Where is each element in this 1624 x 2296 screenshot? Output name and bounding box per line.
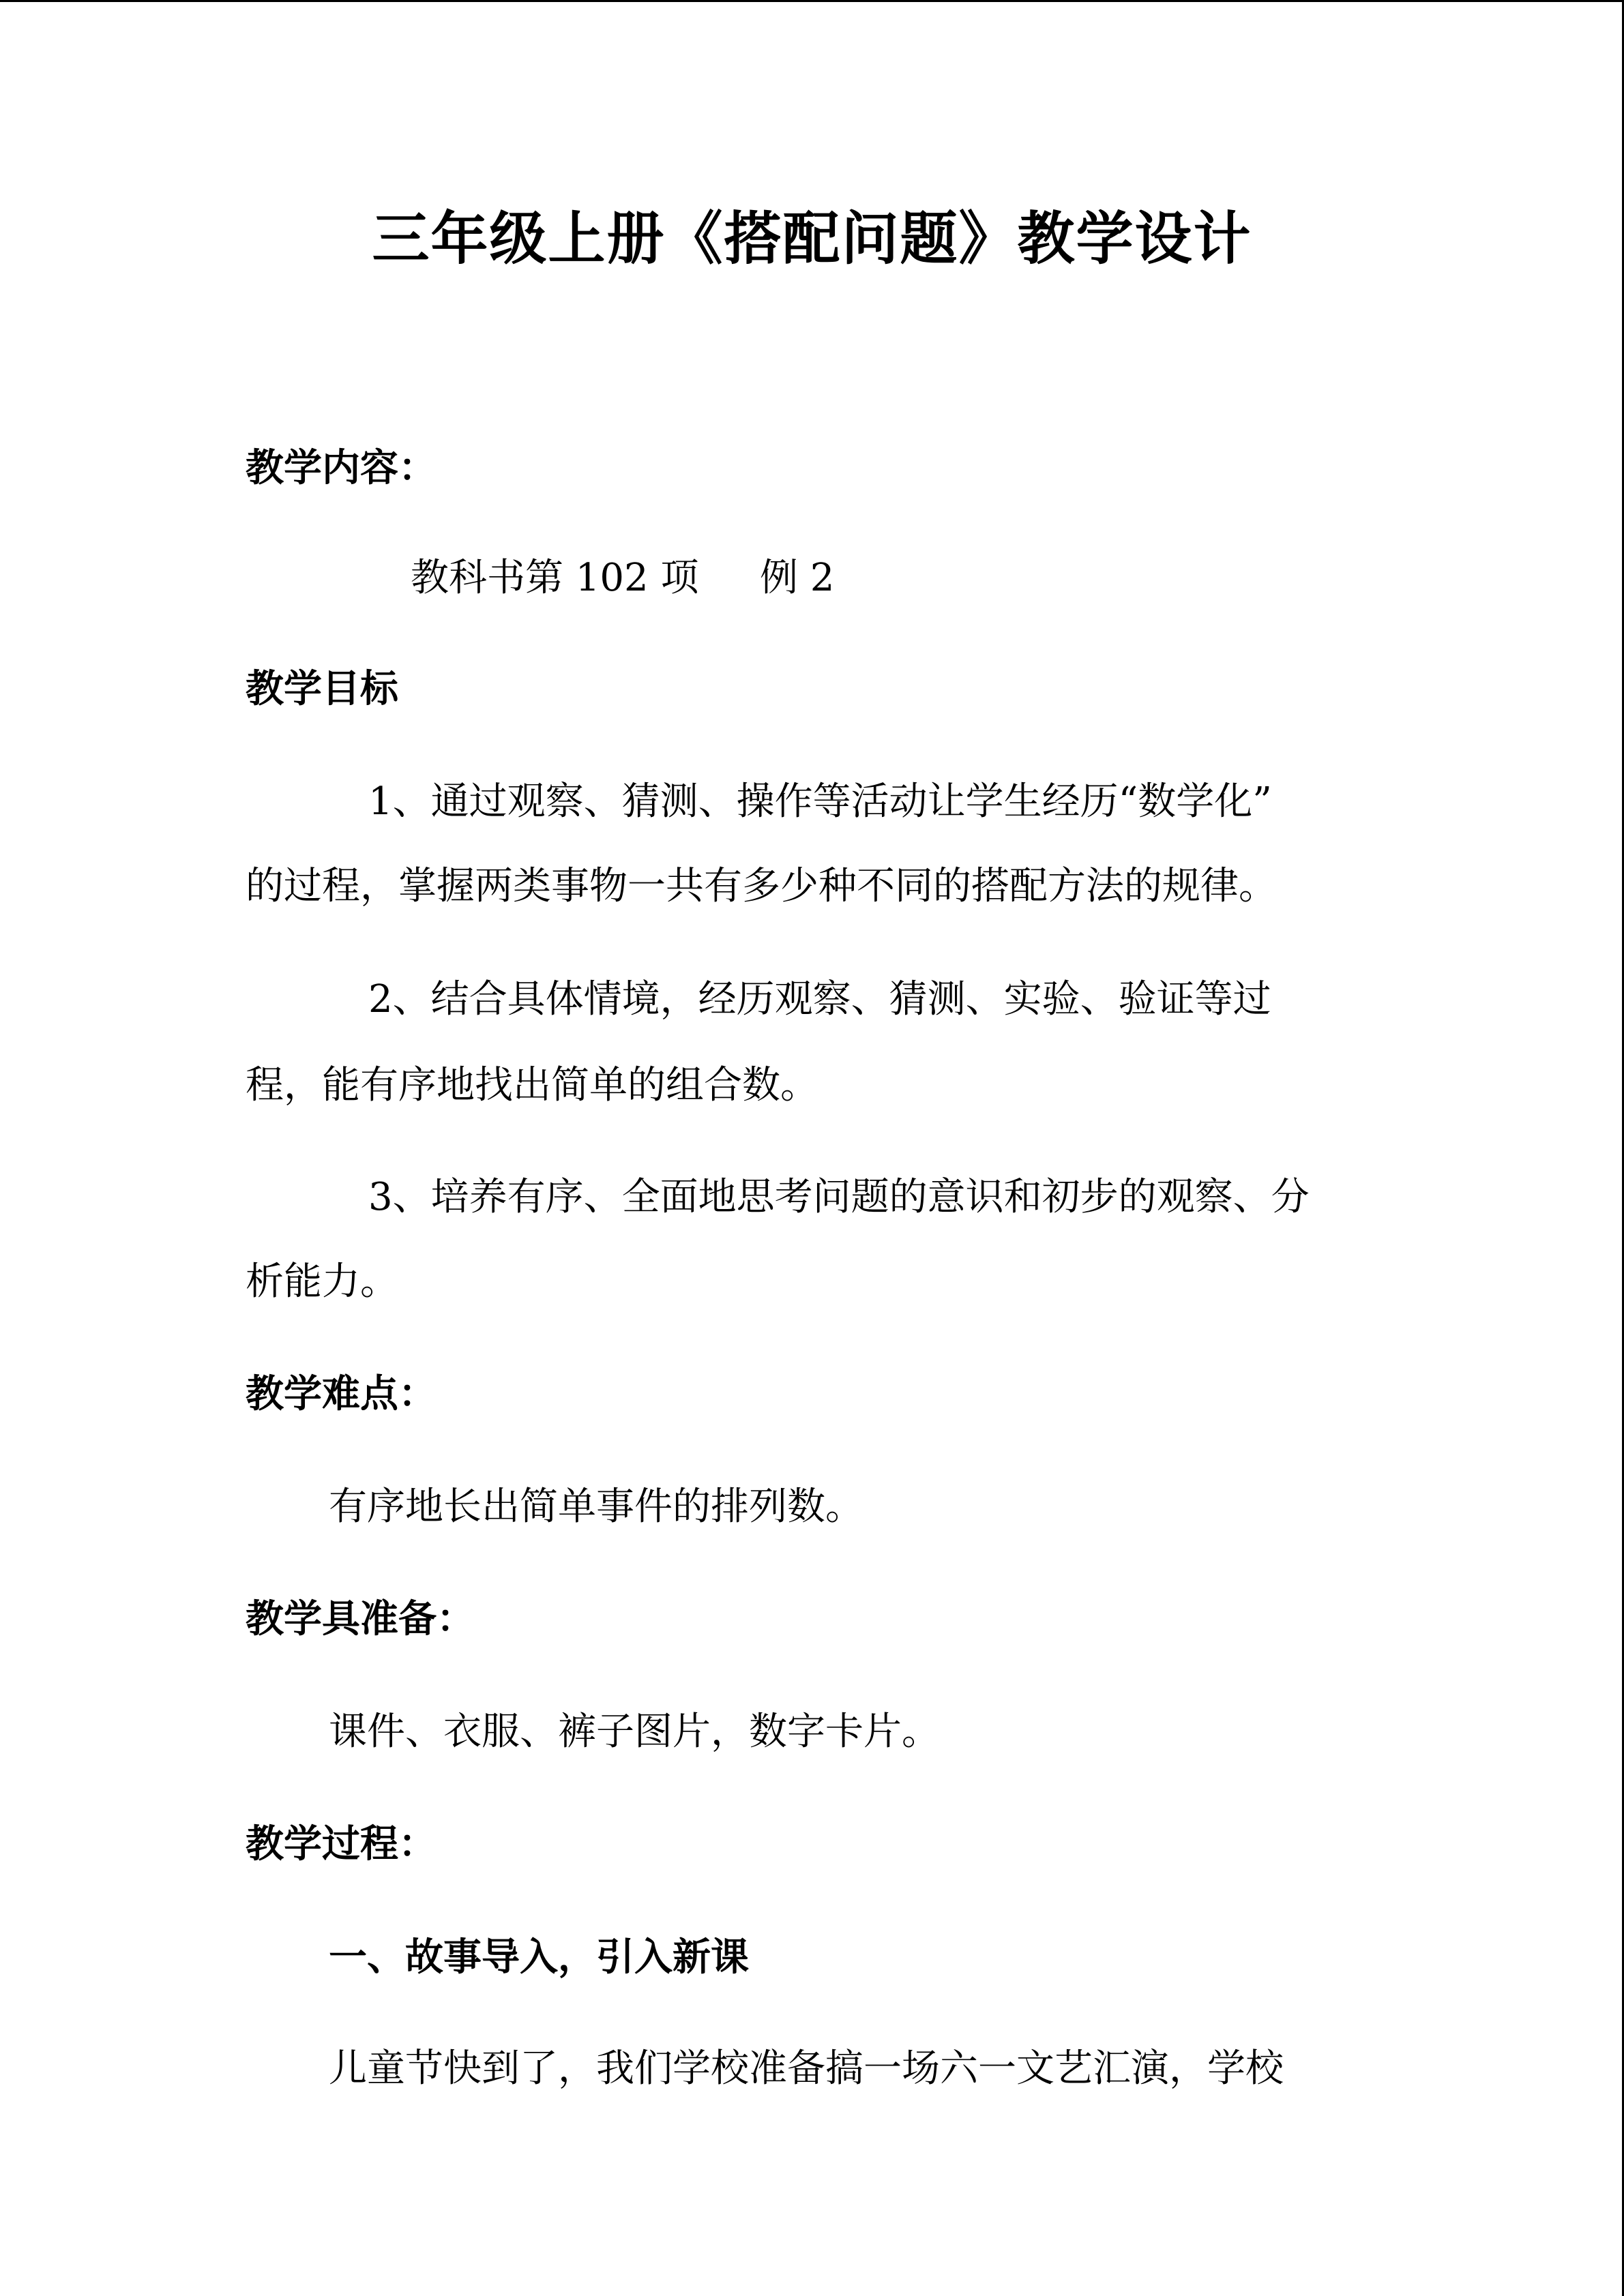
goals-heading: 教学目标 [246,666,398,711]
goal-3-line-1: 3、培养有序、全面地思考问题的意识和初步的观察、分 [368,1175,1310,1219]
page-border-top [0,0,1624,2]
prep-text: 课件、衣服、裤子图片，数字卡片。 [329,1710,940,1754]
goal-2-line-2: 程，能有序地找出简单的组合数。 [246,1063,818,1107]
goal-3-line-2: 析能力。 [246,1259,398,1304]
content-heading: 教学内容： [246,445,437,490]
process-heading: 教学过程： [246,1821,437,1866]
goal-1-line-2: 的过程，掌握两类事物一共有多少种不同的搭配方法的规律。 [246,864,1277,908]
document-title: 三年级上册《搭配问题》教学设计 [372,205,1252,272]
section-1-heading: 一、故事导入，引入新课 [329,1935,749,1980]
goal-1-line-1: 1、通过观察、猜测、操作等活动让学生经历“数学化” [368,779,1272,824]
section-1-line-1: 儿童节快到了，我们学校准备搞一场六一文艺汇演，学校 [329,2046,1284,2091]
prep-heading: 教学具准备： [246,1596,475,1641]
goal-2-line-1: 2、结合具体情境，经历观察、猜测、实验、验证等过 [368,977,1271,1022]
difficulty-heading: 教学难点： [246,1371,437,1416]
difficulty-text: 有序地长出简单事件的排列数。 [329,1485,863,1529]
content-text-a: 教科书第 102 项 [411,556,699,600]
content-text-b: 例 2 [760,556,835,600]
